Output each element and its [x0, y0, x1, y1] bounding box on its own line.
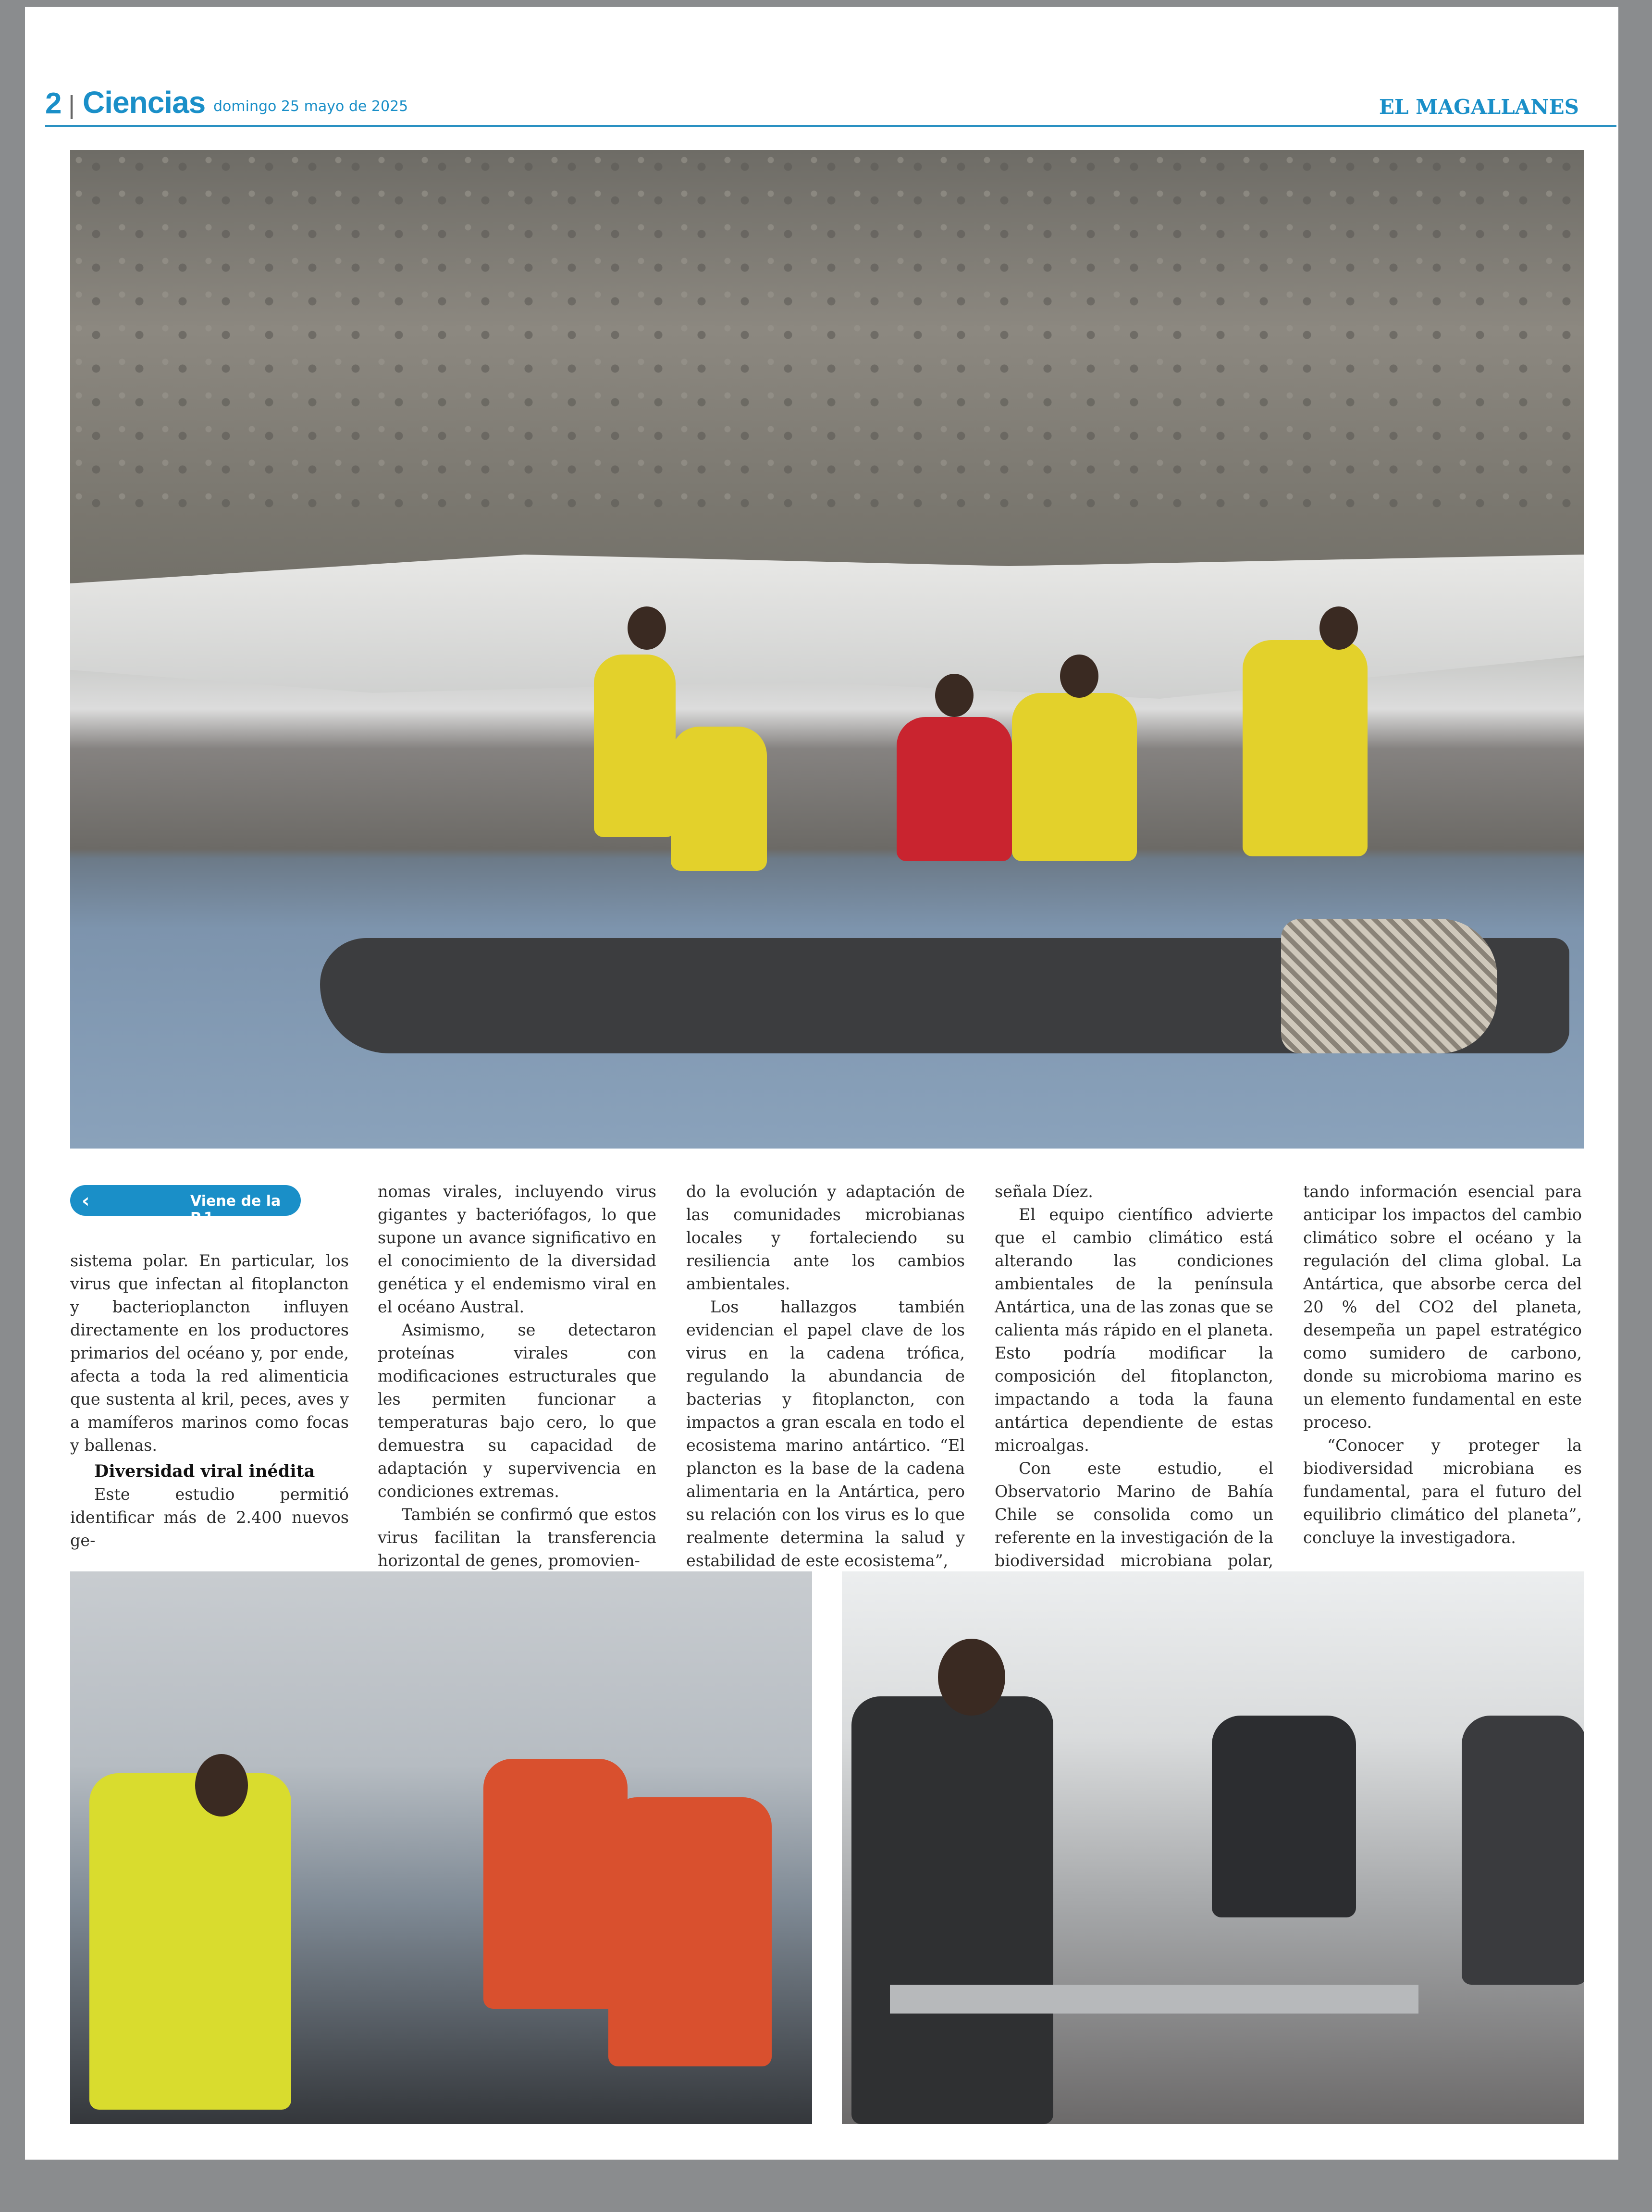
paragraph: do la evolución y adaptación de las comunidades microbianas locales y fortaleciendo su resiliencia ante los cambios ambientales. — [686, 1182, 965, 1293]
article-column-3 — [686, 1180, 965, 1572]
article-column-5 — [1303, 1180, 1582, 1549]
photo-crew-member — [671, 727, 767, 871]
photo-lab-researcher — [1212, 1716, 1356, 1917]
photo-boat-expedition — [70, 150, 1584, 1149]
paragraph: Asimismo, se detectaron proteínas virales con modificaciones estructurales que les permiten funcionar a temperaturas bajo cero, lo que demuestra su capacidad de adaptación y supervivencia en condiciones extremas. — [378, 1321, 656, 1501]
photo-boat-net — [1281, 919, 1497, 1053]
photo-crew-head — [628, 606, 666, 650]
photo-crew-member — [594, 655, 676, 837]
photo-crew-head — [1319, 606, 1358, 650]
page-header — [45, 81, 1585, 131]
paragraph: señala Díez. — [995, 1182, 1093, 1201]
photo-researcher-head — [195, 1754, 248, 1817]
photo-researcher — [483, 1759, 628, 2009]
photo-crew-member — [897, 717, 1012, 861]
paragraph: Este estudio permitió identificar más de 2.400 nuevos ge- — [70, 1485, 349, 1550]
article-column-2 — [378, 1180, 656, 1572]
paragraph: Los hallazgos también evidencian el papel clave de los virus en la cadena trófica, regulando la abundancia de bacterias y fitoplancton, con impactos a gran escala en todo el ecosistema marino antártico. “El plancton es la base de la cadena alimentaria en la Antártica, pero su relación con los virus es lo que realmente determina la salud y estabilidad de este ecosistema”, — [686, 1298, 965, 1570]
photo-crew-head — [1060, 655, 1098, 698]
photo-lab-researcher-head — [938, 1639, 1005, 1716]
paragraph: sistema polar. En particular, los virus que infectan al fitoplancton y bacterioplancton influyen directamente en los productores primarios del océano y, por ende, afecta a toda la red alimenticia que sustenta al kril, peces, aves y a mamíferos marinos como focas y ballenas. — [70, 1251, 349, 1455]
section-title: Ciencias — [83, 85, 206, 120]
photo-researchers-boat — [70, 1571, 812, 2124]
paragraph: También se confirmó que estos virus facilitan la transferencia horizontal de genes, promovien- — [378, 1505, 656, 1570]
photo-researcher — [608, 1797, 772, 2066]
badge-label: Viene de la P.1 — [190, 1193, 281, 1226]
header-separator: | — [68, 91, 75, 120]
article-column-1 — [70, 1249, 349, 1552]
masthead: EL MAGALLANES — [1379, 95, 1579, 119]
chevron-left-icon: ‹ — [82, 1190, 90, 1212]
header-rule — [45, 125, 1616, 127]
photo-crew-member — [1012, 693, 1137, 861]
photo-lab-researcher — [1462, 1716, 1584, 1985]
photo-crew-member — [1243, 640, 1368, 856]
paragraph: Con este estudio, el Observatorio Marino de Bahía Chile se consolida como un referente en la investigación de la biodiversidad microbiana polar, — [995, 1459, 1273, 1570]
photo-researcher — [89, 1773, 291, 2110]
article-column-4 — [995, 1180, 1273, 1595]
page-number: 2 — [45, 87, 62, 120]
photo-lab-bench — [890, 1985, 1418, 2014]
paragraph: El equipo científico advierte que el cambio climático está alterando las condiciones ambientales de la península Antártica, una de las zonas que se calienta más rápido en el planeta. Esto podría modificar la composición del fitoplancton, impactando a toda la fauna antártica dependiente de estas microalgas. — [995, 1205, 1273, 1455]
photo-lab-researcher — [851, 1696, 1053, 2124]
paragraph: “Conocer y proteger la biodiversidad microbiana es fundamental, para el futuro del equilibrio climático del planeta”, concluye la investigadora. — [1303, 1436, 1582, 1547]
photo-laboratory — [842, 1571, 1584, 2124]
photo-rocky-shore — [70, 150, 1584, 509]
photo-crew-head — [935, 674, 974, 717]
issue-date: domingo 25 mayo de 2025 — [213, 98, 408, 115]
paragraph: tando información esencial para anticipar los impactos del cambio climático sobre el océano y la regulación del clima global. La Antártica, que absorbe cerca del 20 % del CO2 del planeta, desempeña un papel estratégico como sumidero de carbono, donde su microbioma marino es un elemento fundamental en este proceso. — [1303, 1182, 1582, 1432]
paragraph: nomas virales, incluyendo virus gigantes y bacteriófagos, lo que supone un avance significativo en el conocimiento de la diversidad genética y el endemismo viral en el océano Austral. — [378, 1182, 656, 1316]
subheading: Diversidad viral inédita — [94, 1461, 315, 1481]
continued-from-badge[interactable] — [70, 1185, 301, 1226]
